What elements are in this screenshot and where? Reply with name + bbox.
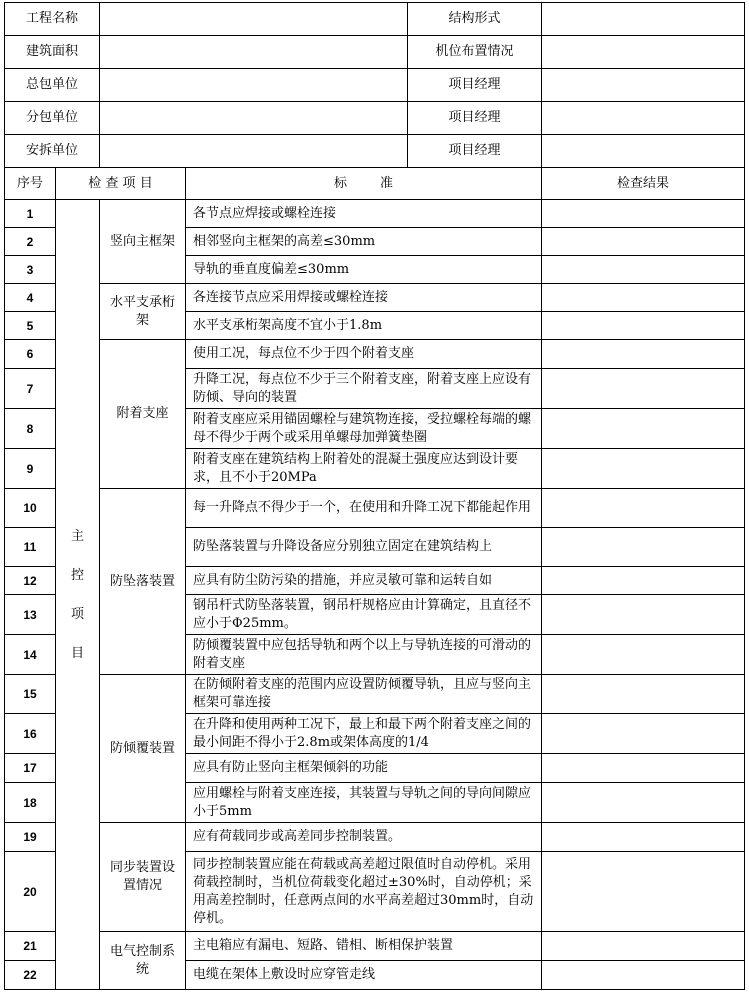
result-cell[interactable] (542, 256, 745, 284)
standard-text: 同步控制装置应能在荷载或高差超过限值时自动停机。采用荷载控制时，当机位荷载变化超过±30%时，自动停机；采用高差控制时，任意两点间的水平高差超过30mm时，自动停机。 (186, 852, 542, 932)
header-row (5, 135, 745, 168)
row-number: 14 (5, 635, 56, 675)
standard-text: 每一升降点不得少于一个，在使用和升降工况下都能起作用 (186, 489, 542, 528)
result-cell[interactable] (542, 489, 745, 528)
header-value2[interactable] (542, 69, 745, 102)
result-cell[interactable] (542, 228, 745, 256)
header-value2[interactable] (542, 3, 745, 36)
result-cell[interactable] (542, 852, 745, 932)
group-vertical-frame: 竖向主框架 (100, 200, 186, 284)
result-cell[interactable] (542, 595, 745, 635)
row-number: 10 (5, 489, 56, 528)
row-number: 6 (5, 340, 56, 369)
row-number: 11 (5, 528, 56, 567)
header-value[interactable] (100, 135, 408, 168)
standard-text: 钢吊杆式防坠落装置，钢吊杆规格应由计算确定，且直径不应小于Φ25mm。 (186, 595, 542, 635)
group-anti-tilt-device: 防倾覆装置 (100, 675, 186, 823)
table-row (5, 823, 745, 852)
row-number: 12 (5, 567, 56, 595)
group-anti-fall-device: 防坠落装置 (100, 489, 186, 675)
col-no-header: 序号 (5, 168, 56, 200)
standard-text: 附着支座在建筑结构上附着处的混凝土强度应达到设计要求，且不小于20MPa (186, 449, 542, 489)
row-number: 4 (5, 284, 56, 312)
result-cell[interactable] (542, 200, 745, 228)
table-row (5, 200, 745, 228)
header-value2[interactable] (542, 135, 745, 168)
col-result-header: 检查结果 (542, 168, 745, 200)
standard-text: 应用螺栓与附着支座连接，其装置与导轨之间的导向间隙应小于5mm (186, 783, 542, 823)
row-number: 3 (5, 256, 56, 284)
header-label2: 机位布置情况 (408, 36, 542, 69)
result-cell[interactable] (542, 783, 745, 823)
header-value[interactable] (100, 69, 408, 102)
header-value2[interactable] (542, 36, 745, 69)
row-number: 8 (5, 409, 56, 449)
row-number: 18 (5, 783, 56, 823)
result-cell[interactable] (542, 754, 745, 783)
result-cell[interactable] (542, 823, 745, 852)
row-number: 15 (5, 675, 56, 714)
row-number: 1 (5, 200, 56, 228)
header-label: 总包单位 (5, 69, 100, 102)
header-value[interactable] (100, 3, 408, 36)
table-row (5, 932, 745, 961)
header-row (5, 102, 745, 135)
header-value[interactable] (100, 36, 408, 69)
result-cell[interactable] (542, 961, 745, 990)
standard-text: 水平支承桁架高度不宜小于1.8m (186, 312, 542, 340)
row-number: 21 (5, 932, 56, 961)
standard-text: 应具有防尘防污染的措施，并应灵敏可靠和运转自如 (186, 567, 542, 595)
standard-text: 应有荷载同步或高差同步控制装置。 (186, 823, 542, 852)
result-cell[interactable] (542, 284, 745, 312)
standard-text: 使用工况，每点位不少于四个附着支座 (186, 340, 542, 369)
standard-text: 防倾覆装置中应包括导轨和两个以上与导轨连接的可滑动的附着支座 (186, 635, 542, 675)
group-attachment-support: 附着支座 (100, 340, 186, 489)
standard-text: 主电箱应有漏电、短路、错相、断相保护装置 (186, 932, 542, 961)
group-horizontal-truss: 水平支承桁架 (100, 284, 186, 340)
result-cell[interactable] (542, 714, 745, 754)
header-row (5, 3, 745, 36)
result-cell[interactable] (542, 449, 745, 489)
result-cell[interactable] (542, 528, 745, 567)
result-cell[interactable] (542, 409, 745, 449)
header-label: 建筑面积 (5, 36, 100, 69)
row-number: 19 (5, 823, 56, 852)
standard-text: 附着支座应采用锚固螺栓与建筑物连接，受拉螺栓每端的螺母不得少于两个或采用单螺母加弹簧垫圈 (186, 409, 542, 449)
header-label: 安拆单位 (5, 135, 100, 168)
standard-text: 导轨的垂直度偏差≤30mm (186, 256, 542, 284)
header-row (5, 36, 745, 69)
row-number: 16 (5, 714, 56, 754)
result-cell[interactable] (542, 932, 745, 961)
standard-text: 相邻竖向主框架的高差≤30mm (186, 228, 542, 256)
group-sync-device: 同步装置设置情况 (100, 823, 186, 932)
row-number: 5 (5, 312, 56, 340)
standard-text: 电缆在架体上敷设时应穿管走线 (186, 961, 542, 990)
standard-text: 在防倾附着支座的范围内应设置防倾覆导轨，且应与竖向主框架可靠连接 (186, 675, 542, 714)
col-standard-header: 标 准 (186, 168, 542, 200)
column-header-row (5, 168, 745, 200)
header-label2: 项目经理 (408, 135, 542, 168)
result-cell[interactable] (542, 675, 745, 714)
result-cell[interactable] (542, 312, 745, 340)
row-number: 2 (5, 228, 56, 256)
result-cell[interactable] (542, 369, 745, 409)
result-cell[interactable] (542, 635, 745, 675)
table-row (5, 284, 745, 312)
row-number: 17 (5, 754, 56, 783)
header-label2: 项目经理 (408, 69, 542, 102)
standard-text: 各节点应焊接或螺栓连接 (186, 200, 542, 228)
header-row (5, 69, 745, 102)
standard-text: 在升降和使用两种工况下，最上和最下两个附着支座之间的最小间距不得小于2.8m或架体高度的1/4 (186, 714, 542, 754)
header-label2: 项目经理 (408, 102, 542, 135)
table-row (5, 489, 745, 528)
col-item-header: 检 查 项 目 (56, 168, 186, 200)
row-number: 7 (5, 369, 56, 409)
standard-text: 升降工况，每点位不少于三个附着支座，附着支座上应设有防倾、导向的装置 (186, 369, 542, 409)
row-number: 22 (5, 961, 56, 990)
result-cell[interactable] (542, 340, 745, 369)
row-number: 20 (5, 852, 56, 932)
header-label: 工程名称 (5, 3, 100, 36)
header-value[interactable] (100, 102, 408, 135)
standard-text: 应具有防止竖向主框架倾斜的功能 (186, 754, 542, 783)
header-label: 分包单位 (5, 102, 100, 135)
inspection-table (4, 2, 745, 990)
header-label2: 结构形式 (408, 3, 542, 36)
header-value2[interactable] (542, 102, 745, 135)
table-row (5, 340, 745, 369)
row-number: 13 (5, 595, 56, 635)
result-cell[interactable] (542, 567, 745, 595)
standard-text: 防坠落装置与升降设备应分别独立固定在建筑结构上 (186, 528, 542, 567)
category-main-control: 主 控 项 目 (56, 200, 100, 990)
group-electrical-control: 电气控制系统 (100, 932, 186, 990)
table-row (5, 675, 745, 714)
row-number: 9 (5, 449, 56, 489)
standard-text: 各连接节点应采用焊接或螺栓连接 (186, 284, 542, 312)
